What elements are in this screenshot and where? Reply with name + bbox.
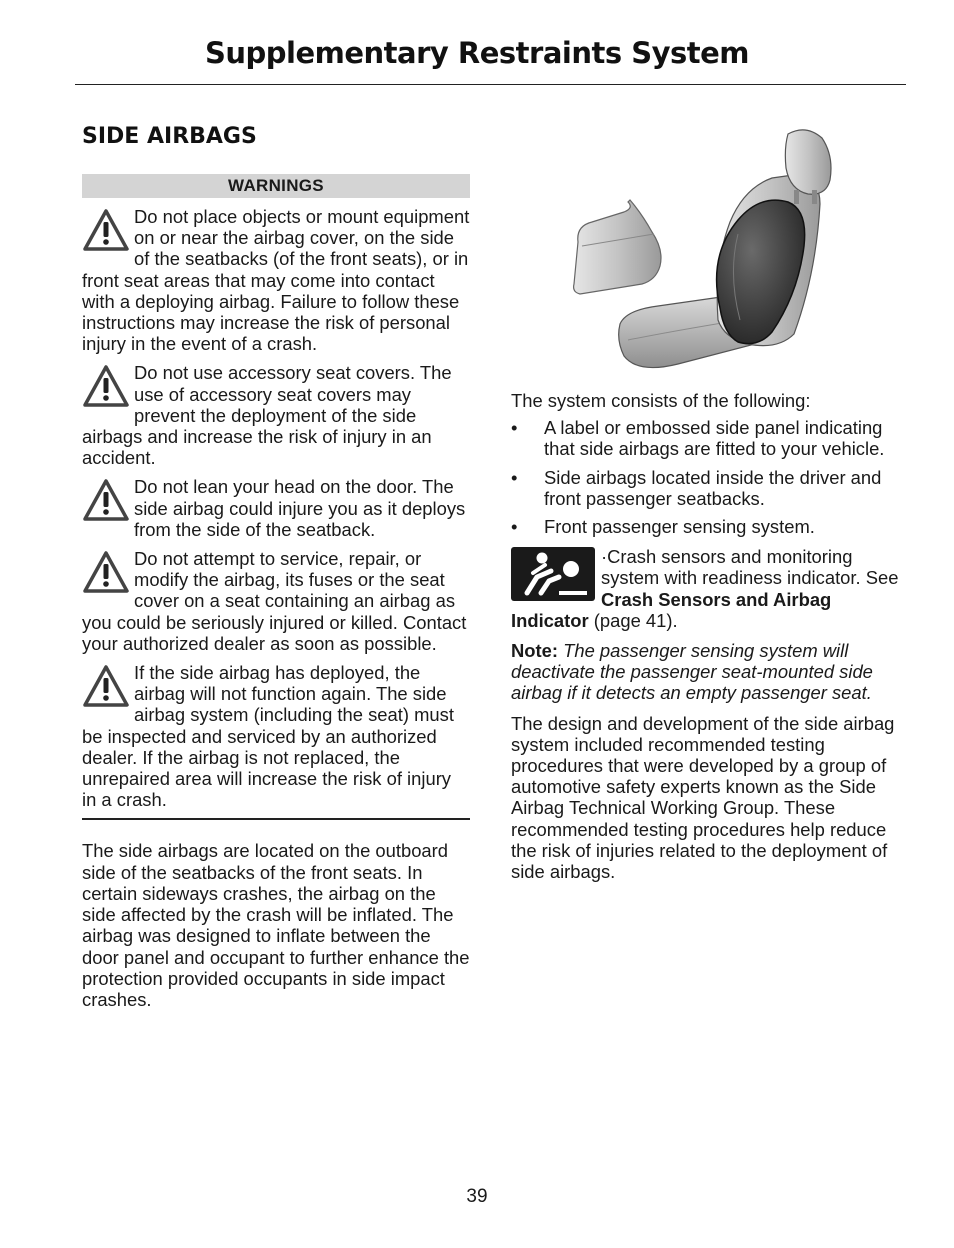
warning-triangle-icon [82, 364, 130, 408]
list-item-text: Side airbags located inside the driver and front passenger seatbacks. [544, 466, 882, 509]
warning-text: Do not attempt to service, repair, or modify the airbag, its fuses or the seat cover on a seat containing an airbag as you could be seriously injured or killed. Contact your authorized dealer as soon as possible. [82, 548, 467, 654]
warning-text: Do not lean your head on the door. The side airbag could injure you as it deploys from the side of the seatback. [134, 476, 466, 540]
warning-triangle-icon [82, 664, 130, 708]
warning-text: Do not place objects or mount equipment on or near the airbag cover, on the side of the seatbacks (of the front seats), or in front seat areas that may come into contact with a deploying airbag. Failure to follow these instructions may increase the risk of personal injury in the event of a crash. [82, 206, 470, 355]
page-reference: (page 41). [588, 609, 678, 631]
system-intro: The system consists of the following: [511, 390, 811, 411]
indicator-text: ·Crash sensors and monitoring system with readiness indicator. See [601, 546, 899, 589]
list-item [511, 467, 903, 509]
list-item-text: Front passenger sensing system. [544, 516, 815, 538]
warning-item [82, 548, 470, 654]
airbag-indicator-icon [511, 547, 595, 601]
side-airbag-description: The side airbags are located on the outboard side of the seatbacks of the front seats. In certain sideways crashes, the airbag on the side affected by the crash will be inflated. The airbag was designed to inflate between the door panel and occupant to further enhance the protection provided occupants in side impact crashes. [82, 840, 470, 1010]
warning-item [82, 362, 470, 468]
warnings-end-divider [82, 818, 470, 820]
crash-sensors-link[interactable]: Crash Sensors and Airbag Indicator [511, 588, 832, 631]
note-label: Note: [511, 640, 558, 662]
warning-text: If the side airbag has deployed, the airbag will not function again. The side airbag system (including the seat) must be inspected and serviced by an authorized dealer. If the airbag is not replaced, the unrepaired area will increase the risk of injury in a crash. [82, 662, 454, 811]
warning-item [82, 662, 470, 810]
list-item [511, 516, 903, 537]
warnings-header: WARNINGS [82, 174, 470, 198]
list-item [511, 417, 903, 459]
title-divider [75, 84, 906, 85]
right-column [511, 390, 903, 882]
section-title: SIDE AIRBAGS [82, 124, 257, 149]
bullet-marker: • [511, 417, 518, 439]
note-paragraph [511, 640, 903, 704]
page-title: Supplementary Restraints System [204, 36, 750, 70]
warning-text: Do not use accessory seat covers. The use of accessory seat covers may prevent the deployment of the side airbags and increase the risk of injury in an accident. [82, 362, 452, 469]
list-item-text: A label or embossed side panel indicating that side airbags are fitted to your vehicle. [544, 417, 885, 460]
warning-triangle-icon [82, 550, 130, 594]
bullet-marker: • [511, 516, 518, 538]
warning-item [82, 476, 470, 540]
warning-triangle-icon [82, 478, 130, 522]
warning-item [82, 206, 470, 354]
system-components-list [511, 417, 903, 537]
seat-side-airbag-illustration [568, 124, 840, 380]
warning-triangle-icon [82, 208, 130, 252]
airbag-indicator-paragraph [511, 546, 903, 631]
design-paragraph: The design and development of the side airbag system included recommended testing procedures that were developed by a group of automotive safety experts known as the Side Airbag Technical Working Group. These recommended testing procedures help reduce the risk of injuries related to the deployment of side airbags. [511, 712, 895, 883]
left-column [82, 174, 470, 1010]
page-number: 39 [466, 1186, 488, 1207]
note-text: The passenger sensing system will deactivate the passenger seat-mounted side airbag if it detects an empty passenger seat. [511, 640, 873, 704]
bullet-marker: • [511, 466, 518, 488]
